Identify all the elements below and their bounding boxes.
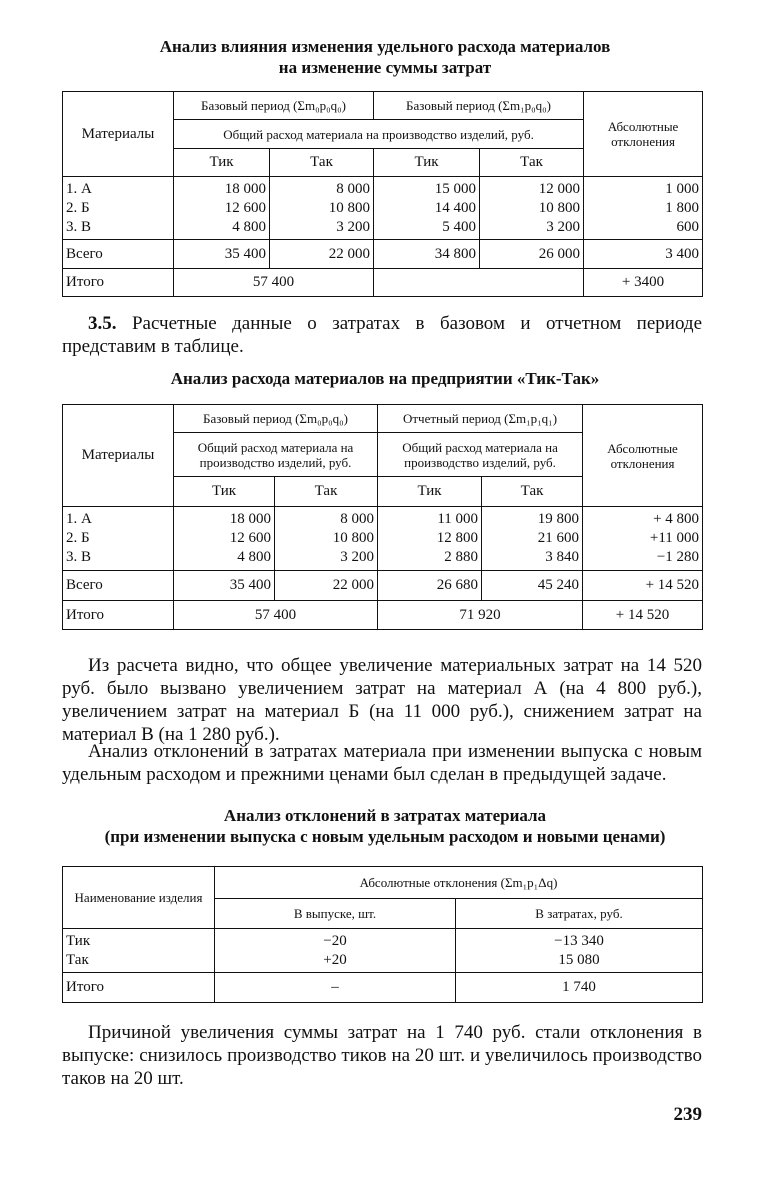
paragraph-reference xyxy=(62,740,702,786)
cell-value xyxy=(374,269,584,297)
header-base-period: Базовый период (Σm₀p₀q₀) xyxy=(174,405,378,433)
row-label: Итого xyxy=(63,269,174,297)
paragraph-text: Расчетные данные о затратах в базовом и отчетном периоде представим в таблице. xyxy=(62,313,703,357)
header-abs-deviation: Абсолютные отклонения xyxy=(584,92,703,177)
row-label: Итого xyxy=(63,601,174,630)
paragraph-text: Анализ отклонений в затратах материала при изменении выпуска с новым удельным расходом и прежними ценами был сделан в предыдущей задаче. xyxy=(62,741,702,785)
row-label: Всего xyxy=(63,240,174,269)
base2-tak-values: 12 000 10 800 3 200 xyxy=(480,177,584,240)
subheader-tak: Так xyxy=(275,477,378,507)
cost-values: −13 340 15 080 xyxy=(456,929,703,973)
cell-value: 35 400 xyxy=(174,240,270,269)
cell-value: 22 000 xyxy=(270,240,374,269)
base-tik-values: 18 000 12 600 4 800 xyxy=(174,507,275,571)
table3-title-line2: (при изменении выпуска с новым удельным расходом и новыми ценами) xyxy=(104,827,666,846)
subheader-tik: Тик xyxy=(174,477,275,507)
table1-title-line2: на изменение суммы затрат xyxy=(278,58,492,77)
abs-values: + 4 800 +11 000 −1 280 xyxy=(583,507,703,571)
paragraph-text: Из расчета видно, что общее увеличение материальных затрат на 14 520 руб. было вызвано увеличением затрат на материал А (на 4 800 руб.), увеличением затрат на материал Б (на 11 000 руб.), снижением затрат на материал В (на 1 280 руб.). xyxy=(62,655,702,745)
cell-value: 1 740 xyxy=(456,973,703,1003)
table1-title xyxy=(40,36,730,78)
subheader-tak: Так xyxy=(482,477,583,507)
paragraph-text: Причиной увеличения суммы затрат на 1 740 руб. стали отклонения в выпуске: снизилось производство тиков на 20 шт. и увеличилось производство таков на 20 шт. xyxy=(62,1022,702,1089)
material-names: 1. А 2. Б 3. В xyxy=(63,507,174,571)
cell-value: 57 400 xyxy=(174,269,374,297)
header-base-period-1: Базовый период (Σm₀p₀q₀) xyxy=(174,92,374,120)
table-row-total xyxy=(63,571,703,601)
header-product-name: Наименование изделия xyxy=(63,867,215,929)
output-values: −20 +20 xyxy=(215,929,456,973)
cell-value: + 3400 xyxy=(584,269,703,297)
cell-value: 3 400 xyxy=(584,240,703,269)
material-names: 1. А 2. Б 3. В xyxy=(63,177,174,240)
cell-value: 45 240 xyxy=(482,571,583,601)
table-row-final xyxy=(63,601,703,630)
paragraph-cause xyxy=(62,1021,702,1090)
paragraph-conclusion xyxy=(62,654,702,746)
base1-tik-values: 18 000 12 600 4 800 xyxy=(174,177,270,240)
header-report-period: Отчетный период (Σm₁p₁q₁) xyxy=(378,405,583,433)
row-label: Итого xyxy=(63,973,215,1003)
subheader-tik: Тик xyxy=(174,149,270,177)
page-number: 239 xyxy=(673,1104,702,1125)
subheader-cost: В затратах, руб. xyxy=(456,899,703,929)
table-row-final xyxy=(63,973,703,1003)
header-total-consumption-base: Общий расход материала на производство изделий, руб. xyxy=(174,433,378,477)
row-label: Всего xyxy=(63,571,174,601)
table-row-total xyxy=(63,240,703,269)
table-row-final xyxy=(63,269,703,297)
subheader-tak: Так xyxy=(270,149,374,177)
paragraph-3-5 xyxy=(62,312,702,358)
header-materials: Материалы xyxy=(63,92,174,177)
header-abs-deviation: Абсолютные отклонения xyxy=(583,405,703,507)
subheader-tik: Тик xyxy=(374,149,480,177)
subheader-output: В выпуске, шт. xyxy=(215,899,456,929)
cell-value: 35 400 xyxy=(174,571,275,601)
cell-value: + 14 520 xyxy=(583,601,703,630)
table-material-usage-impact xyxy=(62,91,703,297)
cell-value: 22 000 xyxy=(275,571,378,601)
cell-value: 26 000 xyxy=(480,240,584,269)
cell-value: 26 680 xyxy=(378,571,482,601)
header-materials: Материалы xyxy=(63,405,174,507)
section-number: 3.5. xyxy=(88,313,117,334)
cell-value: + 14 520 xyxy=(583,571,703,601)
table3-title xyxy=(20,805,750,847)
table2-title: Анализ расхода материалов на предприятии «Тик-Так» xyxy=(170,369,600,388)
table1-title-line1: Анализ влияния изменения удельного расхода материалов xyxy=(159,37,611,56)
report-tik-values: 11 000 12 800 2 880 xyxy=(378,507,482,571)
base1-tak-values: 8 000 10 800 3 200 xyxy=(270,177,374,240)
table-material-consumption xyxy=(62,404,703,630)
cell-value: 57 400 xyxy=(174,601,378,630)
header-total-consumption-report: Общий расход материала на производство изделий, руб. xyxy=(378,433,583,477)
table-deviation-analysis xyxy=(62,866,703,1003)
header-abs-deviation: Абсолютные отклонения (Σm₁p₁Δq) xyxy=(215,867,703,899)
base2-tik-values: 15 000 14 400 5 400 xyxy=(374,177,480,240)
subheader-tak: Так xyxy=(480,149,584,177)
product-names: Тик Так xyxy=(63,929,215,973)
report-tak-values: 19 800 21 600 3 840 xyxy=(482,507,583,571)
table3-title-line1: Анализ отклонений в затратах материала xyxy=(223,806,547,825)
base-tak-values: 8 000 10 800 3 200 xyxy=(275,507,378,571)
header-total-consumption: Общий расход материала на производство изделий, руб. xyxy=(174,120,584,149)
abs-values: 1 000 1 800 600 xyxy=(584,177,703,240)
cell-value: 71 920 xyxy=(378,601,583,630)
subheader-tik: Тик xyxy=(378,477,482,507)
cell-value: – xyxy=(215,973,456,1003)
header-base-period-2: Базовый период (Σm₁p₀q₀) xyxy=(374,92,584,120)
cell-value: 34 800 xyxy=(374,240,480,269)
